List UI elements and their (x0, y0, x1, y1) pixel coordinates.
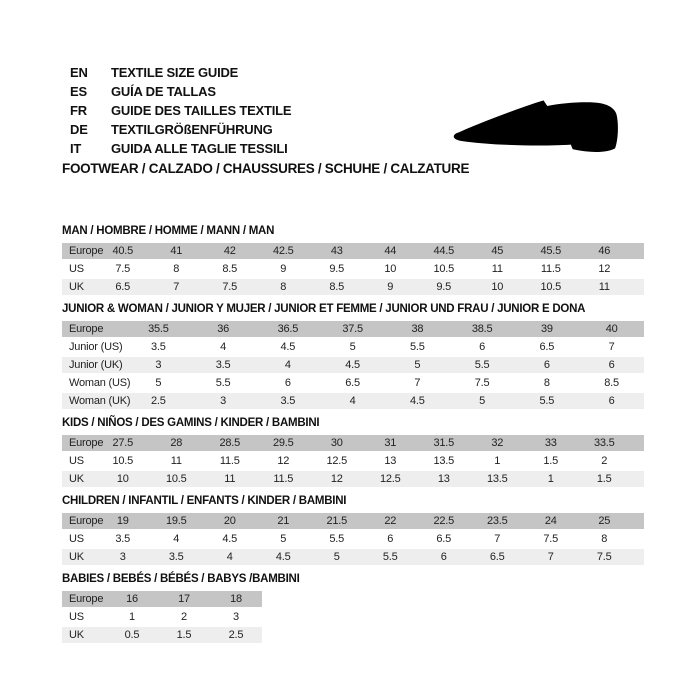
size-value: 4.5 (275, 551, 291, 563)
size-value: 22 (384, 515, 397, 527)
size-value: 7.5 (474, 377, 490, 389)
size-value: 9.5 (436, 281, 452, 293)
size-value: 7 (608, 341, 615, 353)
size-value: 10 (116, 473, 129, 485)
size-table (62, 243, 644, 295)
size-value: 6 (387, 533, 394, 545)
language-row-en (70, 63, 291, 82)
row-label: UK (69, 281, 84, 293)
size-value: 8.5 (329, 281, 345, 293)
language-guide-title: GUÍA DE TALLAS (111, 84, 216, 99)
size-value: 6 (284, 377, 291, 389)
size-value: 2.5 (228, 629, 244, 641)
row-label: UK (69, 629, 84, 641)
size-value: 8.5 (222, 263, 238, 275)
size-value: 6.5 (436, 533, 452, 545)
language-guide-title: GUIDA ALLE TAGLIE TESSILI (111, 141, 288, 156)
size-value: 1.5 (543, 455, 559, 467)
size-value: 11.5 (273, 473, 294, 485)
section-title: CHILDREN / INFANTIL / ENFANTS / KINDER / BAMBINI (62, 495, 347, 507)
size-value: 1 (129, 611, 135, 623)
size-value: 13 (437, 473, 450, 485)
language-code: FR (70, 103, 87, 118)
section-title: KIDS / NIÑOS / DES GAMINS / KINDER / BAMBINI (62, 417, 320, 429)
size-value: 22.5 (433, 515, 455, 527)
size-value: 31.5 (433, 437, 455, 449)
size-value: 33.5 (593, 437, 615, 449)
size-value: 36 (217, 323, 230, 335)
size-value: 5.5 (215, 377, 231, 389)
size-value: 9.5 (329, 263, 345, 275)
size-table-section (62, 417, 644, 487)
table-row (62, 453, 644, 469)
size-value: 10 (384, 263, 397, 275)
size-value: 5 (280, 533, 287, 545)
size-value: 5.5 (410, 341, 425, 353)
size-value: 8 (601, 533, 608, 545)
category-heading: FOOTWEAR / CALZADO / CHAUSSURES / SCHUHE / CALZATURE (62, 161, 470, 176)
row-label: Junior (UK) (69, 359, 123, 371)
size-value: 4.5 (280, 341, 296, 353)
language-guide-block (70, 63, 291, 158)
size-value: 2 (181, 611, 187, 623)
size-value: 38 (411, 323, 424, 335)
size-value: 32 (491, 437, 504, 449)
size-value: 3.5 (115, 533, 131, 545)
table-header-row (62, 513, 644, 529)
size-value: 30 (330, 437, 343, 449)
language-code: DE (70, 122, 88, 137)
size-value: 27.5 (112, 437, 134, 449)
size-value: 3.5 (168, 551, 184, 563)
size-value: 44.5 (433, 245, 455, 257)
size-value: 43 (330, 245, 343, 257)
size-value: 12 (598, 263, 611, 275)
size-value: 8.5 (604, 377, 619, 389)
size-value: 3 (220, 395, 227, 407)
size-value: 41 (170, 245, 183, 257)
size-value: 2.5 (151, 395, 166, 407)
size-value: 3 (155, 359, 162, 371)
size-value: 7 (173, 281, 180, 293)
size-value: 11 (170, 455, 182, 467)
size-value: 5 (333, 551, 340, 563)
table-row (62, 357, 644, 373)
size-value: 5 (414, 359, 421, 371)
size-value: 1 (547, 473, 554, 485)
size-value: 4 (173, 533, 180, 545)
size-value: 29.5 (272, 437, 294, 449)
size-value: 6.5 (539, 341, 555, 353)
row-label: Europe (69, 515, 104, 527)
size-value: 31 (384, 437, 397, 449)
size-table-section (62, 225, 644, 295)
size-table-section (62, 495, 644, 565)
table-row (62, 261, 644, 277)
language-guide-title: TEXTILGRÖßENFÜHRUNG (111, 122, 273, 137)
language-guide-title: TEXTILE SIZE GUIDE (111, 65, 239, 80)
size-value: 8 (173, 263, 180, 275)
size-value: 5 (349, 341, 356, 353)
size-value: 10 (491, 281, 504, 293)
size-value: 10.5 (433, 263, 455, 275)
row-label: Europe (69, 323, 104, 335)
size-value: 12.5 (326, 455, 348, 467)
table-row (62, 339, 644, 355)
size-value: 3 (119, 551, 126, 563)
size-value: 11.5 (219, 455, 240, 467)
size-value: 21 (277, 515, 290, 527)
size-value: 13 (384, 455, 397, 467)
size-table (62, 591, 262, 643)
size-value: 10.5 (540, 281, 562, 293)
size-value: 39 (540, 323, 553, 335)
size-value: 6.5 (489, 551, 505, 563)
row-label: UK (69, 551, 84, 563)
size-value: 19 (116, 515, 129, 527)
size-value: 28 (170, 437, 183, 449)
size-value: 13.5 (486, 473, 508, 485)
size-value: 38.5 (471, 323, 493, 335)
section-title: JUNIOR & WOMAN / JUNIOR Y MUJER / JUNIOR ET FEMME / JUNIOR UND FRAU / JUNIOR E DONA (62, 303, 586, 315)
row-label: Junior (US) (69, 341, 123, 353)
size-value: 20 (223, 515, 236, 527)
row-label: Europe (69, 593, 104, 605)
size-value: 3.5 (280, 395, 296, 407)
size-value: 5.5 (474, 359, 490, 371)
size-value: 7.5 (543, 533, 559, 545)
size-value: 36.5 (277, 323, 299, 335)
size-value: 12 (330, 473, 343, 485)
table-row (62, 471, 644, 487)
size-table-section (62, 303, 644, 409)
size-value: 4.5 (410, 395, 425, 407)
section-title: BABIES / BEBÉS / BÉBÉS / BABYS /BAMBINI (62, 573, 300, 585)
size-value: 16 (126, 593, 138, 605)
size-value: 6 (479, 341, 486, 353)
size-value: 11 (491, 263, 503, 275)
language-code: IT (70, 141, 82, 156)
table-header-row (62, 321, 644, 337)
size-value: 25 (598, 515, 611, 527)
row-label: US (69, 533, 84, 545)
size-value: 6.5 (115, 281, 131, 293)
table-row (62, 375, 644, 391)
size-value: 7 (494, 533, 501, 545)
language-guide-title: GUIDE DES TAILLES TEXTILE (111, 103, 292, 118)
size-value: 46 (598, 245, 611, 257)
size-value: 7.5 (596, 551, 612, 563)
size-value: 3 (233, 611, 239, 623)
size-value: 5.5 (539, 395, 555, 407)
size-value: 4.5 (345, 359, 360, 371)
size-value: 28.5 (219, 437, 241, 449)
size-value: 7 (414, 377, 421, 389)
size-value: 24 (544, 515, 557, 527)
row-label: US (69, 263, 84, 275)
size-value: 1.5 (596, 473, 612, 485)
size-value: 17 (178, 593, 190, 605)
size-value: 13.5 (433, 455, 455, 467)
size-value: 0.5 (124, 629, 140, 641)
row-label: Woman (US) (69, 377, 131, 389)
size-value: 2 (601, 455, 608, 467)
size-value: 33 (544, 437, 557, 449)
language-code: EN (70, 65, 88, 80)
table-header-row (62, 243, 644, 259)
language-code: ES (70, 84, 87, 99)
size-value: 12 (277, 455, 290, 467)
size-value: 6 (608, 359, 615, 371)
size-value: 11 (598, 281, 610, 293)
size-value: 1.5 (176, 629, 192, 641)
table-row (62, 609, 262, 625)
table-row (62, 531, 644, 547)
row-label: UK (69, 473, 84, 485)
row-label: Europe (69, 245, 104, 257)
size-value: 11 (224, 473, 236, 485)
size-value: 21.5 (326, 515, 348, 527)
size-value: 5.5 (329, 533, 345, 545)
size-value: 45.5 (540, 245, 562, 257)
size-value: 42 (223, 245, 236, 257)
size-value: 5 (479, 395, 486, 407)
size-value: 4 (220, 341, 227, 353)
size-value: 8 (280, 281, 287, 293)
size-value: 5.5 (382, 551, 398, 563)
size-value: 8 (543, 377, 550, 389)
size-value: 40 (605, 323, 618, 335)
table-row (62, 549, 644, 565)
size-table (62, 513, 644, 565)
size-value: 7.5 (115, 263, 131, 275)
size-value: 23.5 (486, 515, 508, 527)
size-value: 45 (491, 245, 504, 257)
size-tables-container (62, 225, 644, 651)
shoe-icon (441, 74, 631, 154)
size-value: 4 (284, 359, 291, 371)
size-value: 40.5 (112, 245, 134, 257)
size-value: 18 (230, 593, 242, 605)
size-value: 6 (543, 359, 550, 371)
section-title: MAN / HOMBRE / HOMME / MANN / MAN (62, 225, 275, 237)
size-value: 6.5 (345, 377, 360, 389)
size-value: 12.5 (379, 473, 401, 485)
size-value: 37.5 (342, 323, 363, 335)
size-value: 9 (280, 263, 287, 275)
size-value: 3.5 (215, 359, 231, 371)
row-label: US (69, 455, 84, 467)
size-value: 7.5 (222, 281, 238, 293)
size-value: 3.5 (151, 341, 166, 353)
size-value: 5 (155, 377, 162, 389)
size-value: 19.5 (165, 515, 187, 527)
table-header-row (62, 591, 262, 607)
size-value: 6 (440, 551, 447, 563)
size-table-section (62, 573, 644, 643)
size-value: 35.5 (148, 323, 169, 335)
row-label: Woman (UK) (69, 395, 131, 407)
table-row (62, 279, 644, 295)
size-value: 1 (494, 455, 501, 467)
language-row-es (70, 82, 291, 101)
language-row-fr (70, 101, 291, 120)
size-value: 11.5 (540, 263, 561, 275)
size-value: 7 (547, 551, 554, 563)
size-value: 4.5 (222, 533, 238, 545)
size-value: 10.5 (112, 455, 134, 467)
table-header-row (62, 435, 644, 451)
table-row (62, 627, 262, 643)
size-value: 44 (384, 245, 397, 257)
size-table (62, 321, 644, 409)
size-value: 4 (349, 395, 356, 407)
language-row-it (70, 139, 291, 158)
row-label: US (69, 611, 84, 623)
size-value: 42.5 (272, 245, 294, 257)
size-value: 9 (387, 281, 394, 293)
language-row-de (70, 120, 291, 139)
size-table (62, 435, 644, 487)
table-row (62, 393, 644, 409)
size-value: 4 (226, 551, 233, 563)
size-value: 10.5 (165, 473, 187, 485)
size-value: 6 (608, 395, 615, 407)
row-label: Europe (69, 437, 104, 449)
